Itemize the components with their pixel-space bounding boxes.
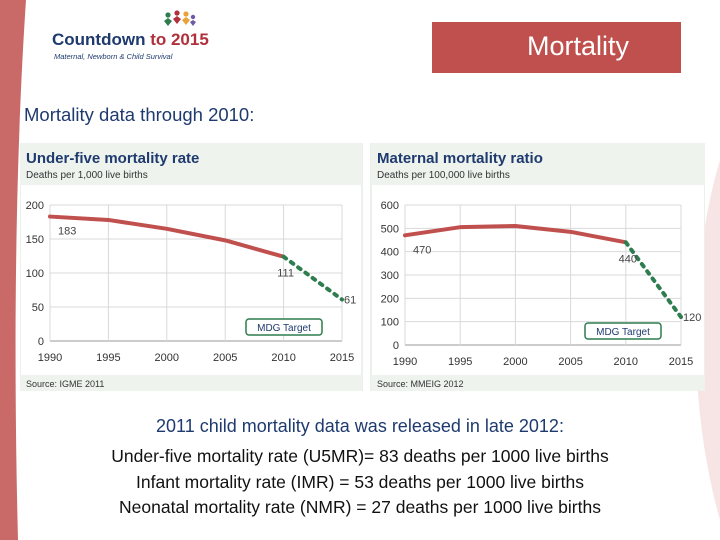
y-tick-label: 600 <box>380 200 399 212</box>
value-label: 183 <box>58 225 77 238</box>
x-tick-label: 2015 <box>329 352 355 364</box>
value-label: 440 <box>618 253 637 266</box>
chart-source: Source: IGME 2011 <box>26 379 105 389</box>
chart-title: Maternal mortality ratio <box>377 150 543 167</box>
value-label: 470 <box>413 244 432 257</box>
x-tick-label: 1990 <box>37 352 63 364</box>
x-tick-label: 2010 <box>271 352 296 364</box>
y-tick-label: 200 <box>25 200 44 212</box>
u5mr-line: Under-five mortality rate (U5MR)= 83 deaths per 1000 live births <box>111 446 609 466</box>
y-tick-label: 0 <box>392 340 399 352</box>
chart-subtitle: Deaths per 100,000 live births <box>377 170 510 181</box>
logo-wordmark: Countdown to 2015 <box>52 30 209 49</box>
x-tick-label: 1990 <box>392 356 418 368</box>
charts-svg <box>20 143 705 391</box>
title-banner <box>432 22 681 73</box>
mdg-target-label: MDG Target <box>257 323 311 334</box>
x-tick-label: 2010 <box>613 356 639 368</box>
x-tick-label: 2005 <box>212 352 238 364</box>
y-tick-label: 100 <box>25 268 44 280</box>
y-tick-label: 400 <box>380 246 399 259</box>
y-tick-label: 100 <box>380 316 399 329</box>
countdown-logo <box>50 10 220 66</box>
y-tick-label: 150 <box>25 234 44 246</box>
slide-title: Mortality <box>526 31 629 61</box>
y-tick-label: 500 <box>380 223 399 236</box>
value-label: 61 <box>344 294 357 307</box>
x-tick-label: 1995 <box>96 352 121 364</box>
chart-source: Source: MMEIG 2012 <box>377 379 464 389</box>
chart-panel-2 <box>371 143 705 391</box>
subheading: Mortality data through 2010: <box>24 104 255 125</box>
x-tick-label: 2005 <box>558 356 583 368</box>
y-tick-label: 0 <box>37 336 44 348</box>
value-label: 111 <box>277 267 294 280</box>
charts-figure <box>20 143 705 391</box>
nmr-line: Neonatal mortality rate (NMR) = 27 deaths per 1000 live births <box>119 497 601 517</box>
people-icon <box>162 10 198 32</box>
chart-panel-1 <box>20 143 362 391</box>
y-tick-label: 300 <box>380 270 399 282</box>
mdg-target-label: MDG Target <box>596 327 650 338</box>
y-tick-label: 50 <box>31 302 44 314</box>
x-tick-label: 2000 <box>503 356 528 368</box>
x-tick-label: 2015 <box>668 356 694 368</box>
release-note-heading: 2011 child mortality data was released in late 2012: <box>156 416 564 436</box>
imr-line: Infant mortality rate (IMR) = 53 deaths per 1000 live births <box>136 472 584 492</box>
logo-tagline: Maternal, Newborn & Child Survival <box>54 52 173 61</box>
y-tick-label: 200 <box>380 293 399 306</box>
chart-subtitle: Deaths per 1,000 live births <box>26 170 148 181</box>
x-tick-label: 1995 <box>447 356 473 368</box>
value-label: 120 <box>683 312 702 324</box>
x-tick-label: 2000 <box>154 352 180 364</box>
chart-title: Under-five mortality rate <box>26 150 200 167</box>
